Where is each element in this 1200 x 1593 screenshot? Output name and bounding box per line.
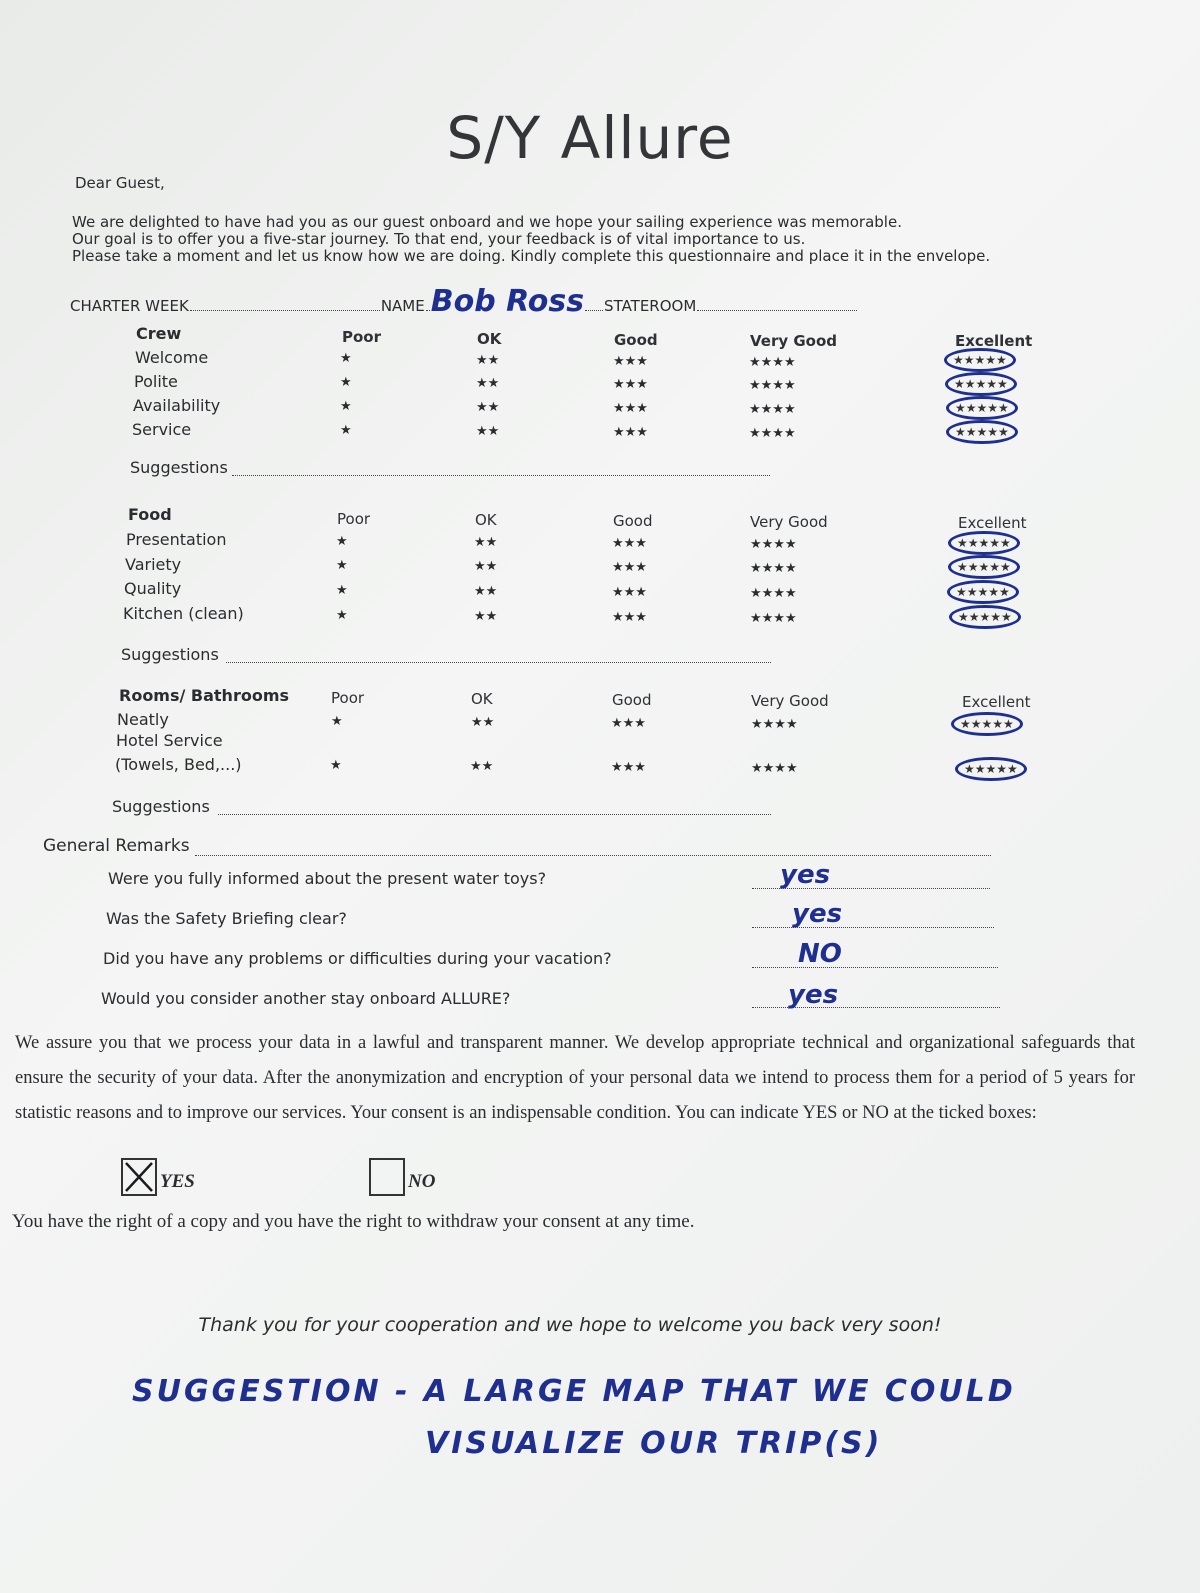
crew-item-service: Service (132, 420, 192, 439)
crew-suggestions-label: Suggestions (130, 458, 228, 477)
crew-item-welcome: Welcome (135, 348, 209, 367)
rating-ok[interactable]: ★★ (474, 584, 498, 599)
question-water-toys: Were you fully informed about the present water toys? (108, 869, 547, 888)
col-excellent: Excellent (962, 693, 1031, 711)
rooms-title: Rooms/ Bathrooms (119, 686, 290, 705)
rooms-item-neatly: Neatly (117, 710, 169, 729)
crew-item-polite: Polite (134, 372, 178, 391)
food-suggestions-label: Suggestions (121, 645, 219, 664)
consent-yes-label: YES (160, 1171, 195, 1192)
rating-good[interactable]: ★★★ (613, 354, 648, 369)
answer-line (752, 967, 998, 968)
rooms-suggestions-field[interactable] (218, 814, 771, 815)
rating-excellent-circled[interactable]: ★★★★★ (949, 605, 1021, 629)
food-item-variety: Variety (125, 555, 182, 574)
thank-you-note: Thank you for your cooperation and we hope to welcome you back very soon! (198, 1314, 942, 1336)
charter-week-label: CHARTER WEEK (70, 297, 189, 315)
food-item-kitchen: Kitchen (clean) (123, 604, 244, 623)
rating-excellent-circled[interactable]: ★★★★★ (945, 372, 1017, 396)
question-safety-briefing: Was the Safety Briefing clear? (106, 909, 347, 928)
rating-very-good[interactable]: ★★★★ (750, 561, 797, 576)
rating-good[interactable]: ★★★ (612, 610, 647, 625)
rating-excellent-circled[interactable]: ★★★★★ (948, 531, 1020, 555)
rating-excellent-circled[interactable]: ★★★★★ (946, 420, 1018, 444)
stateroom-field[interactable] (697, 310, 857, 311)
name-label: NAME (380, 297, 425, 315)
rating-very-good[interactable]: ★★★★ (749, 402, 796, 417)
col-ok: OK (477, 330, 502, 348)
consent-rights-text: You have the right of a copy and you have the right to withdraw your consent at any time. (12, 1211, 695, 1232)
rating-ok[interactable]: ★★ (476, 424, 500, 439)
rating-ok[interactable]: ★★ (474, 609, 498, 624)
rooms-suggestions-label: Suggestions (112, 797, 210, 816)
consent-no-checkbox[interactable] (369, 1158, 405, 1196)
col-good: Good (614, 331, 658, 349)
rating-very-good[interactable]: ★★★★ (750, 611, 797, 626)
rating-good[interactable]: ★★★ (613, 425, 648, 440)
rating-ok[interactable]: ★★ (474, 535, 498, 550)
rating-excellent-circled[interactable]: ★★★★★ (955, 757, 1027, 781)
consent-yes-checkbox[interactable] (121, 1158, 157, 1196)
rating-poor[interactable]: ★ (340, 375, 352, 390)
answer-safety-briefing[interactable]: yes (792, 899, 843, 929)
rating-ok[interactable]: ★★ (470, 759, 494, 774)
rating-poor[interactable]: ★ (330, 758, 342, 773)
food-suggestions-field[interactable] (226, 662, 771, 663)
rating-excellent-circled[interactable]: ★★★★★ (951, 712, 1023, 736)
general-remarks-field[interactable] (195, 855, 991, 856)
page-title: S/Y Allure (446, 104, 734, 172)
data-consent-paragraph: We assure you that we process your data in a lawful and transparent manner. We develop appropriate technical and organizational safeguards that ensure the security of your data. After the anonymization and encryption of your personal data we intend to process them for a period of 5 years for statistic reasons and to improve our services. Your consent is an indispensable condition. You can indicate YES or NO at the ticked boxes: (15, 1033, 1135, 1123)
col-very-good: Very Good (750, 332, 838, 350)
rating-poor[interactable]: ★ (336, 558, 348, 573)
rating-ok[interactable]: ★★ (476, 376, 500, 391)
crew-suggestions-field[interactable] (232, 475, 770, 476)
rating-very-good[interactable]: ★★★★ (749, 355, 796, 370)
rooms-item-towels-bed: (Towels, Bed,...) (115, 755, 242, 774)
crew-item-availability: Availability (133, 396, 221, 415)
rating-very-good[interactable]: ★★★★ (750, 537, 797, 552)
rating-ok[interactable]: ★★ (471, 715, 495, 730)
rating-poor[interactable]: ★ (331, 714, 343, 729)
rating-very-good[interactable]: ★★★★ (750, 586, 797, 601)
col-ok: OK (471, 690, 493, 708)
rating-very-good[interactable]: ★★★★ (749, 378, 796, 393)
general-remarks-label: General Remarks (43, 836, 190, 856)
rating-good[interactable]: ★★★ (611, 760, 646, 775)
rating-good[interactable]: ★★★ (611, 716, 646, 731)
rating-excellent-circled[interactable]: ★★★★★ (947, 580, 1019, 604)
question-another-stay: Would you consider another stay onboard ALLURE? (101, 989, 511, 1008)
rating-good[interactable]: ★★★ (612, 585, 647, 600)
rating-poor[interactable]: ★ (340, 423, 352, 438)
charter-week-field[interactable] (190, 310, 380, 311)
intro-line-2: Our goal is to offer you a five-star journey. To that end, your feedback is of vital importance to us. (72, 230, 806, 248)
intro-line-3: Please take a moment and let us know how we are doing. Kindly complete this questionnaire and place it in the envelope. (72, 247, 991, 265)
col-good: Good (612, 691, 652, 709)
col-poor: Poor (331, 689, 365, 707)
answer-another-stay[interactable]: yes (788, 980, 839, 1010)
col-good: Good (613, 512, 653, 530)
rating-excellent-circled[interactable]: ★★★★★ (948, 555, 1020, 579)
rating-poor[interactable]: ★ (336, 583, 348, 598)
answer-water-toys[interactable]: yes (780, 860, 831, 890)
col-excellent: Excellent (958, 514, 1027, 532)
rating-poor[interactable]: ★ (340, 399, 352, 414)
stateroom-label: STATEROOM (604, 297, 697, 315)
rating-very-good[interactable]: ★★★★ (751, 717, 798, 732)
food-item-presentation: Presentation (126, 530, 227, 549)
rating-very-good[interactable]: ★★★★ (749, 426, 796, 441)
rating-poor[interactable]: ★ (336, 534, 348, 549)
charter-info-row (70, 284, 858, 319)
consent-no-label: NO (408, 1171, 436, 1192)
greeting: Dear Guest, (75, 174, 165, 192)
answer-problems[interactable]: NO (798, 939, 842, 969)
rating-poor[interactable]: ★ (340, 351, 352, 366)
check-x-icon (123, 1160, 155, 1194)
rating-ok[interactable]: ★★ (476, 353, 500, 368)
handwritten-suggestion-line-2: VISUALIZE OUR TRIP(S) (425, 1426, 883, 1461)
food-item-quality: Quality (124, 579, 182, 598)
rooms-item-hotel-service: Hotel Service (116, 731, 223, 750)
name-value[interactable]: Bob Ross (430, 284, 585, 319)
food-title: Food (128, 505, 172, 524)
rating-good[interactable]: ★★★ (613, 377, 648, 392)
rating-ok[interactable]: ★★ (474, 559, 498, 574)
rating-very-good[interactable]: ★★★★ (751, 761, 798, 776)
rating-excellent-circled[interactable]: ★★★★★ (944, 348, 1016, 372)
rating-ok[interactable]: ★★ (476, 400, 500, 415)
col-very-good: Very Good (750, 513, 828, 531)
question-problems: Did you have any problems or difficulties during your vacation? (103, 949, 612, 968)
col-poor: Poor (337, 510, 371, 528)
rating-good[interactable]: ★★★ (612, 536, 647, 551)
rating-good[interactable]: ★★★ (613, 401, 648, 416)
intro-line-1: We are delighted to have had you as our guest onboard and we hope your sailing experience was memorable. (72, 213, 902, 231)
col-poor: Poor (342, 328, 382, 346)
rating-poor[interactable]: ★ (336, 608, 348, 623)
col-excellent: Excellent (955, 332, 1033, 350)
rating-good[interactable]: ★★★ (612, 560, 647, 575)
col-ok: OK (475, 511, 497, 529)
col-very-good: Very Good (751, 692, 829, 710)
answer-line (752, 927, 994, 928)
rating-excellent-circled[interactable]: ★★★★★ (946, 396, 1018, 420)
handwritten-suggestion-line-1: SUGGESTION - A LARGE MAP THAT WE COULD (132, 1374, 1016, 1409)
crew-title: Crew (136, 324, 182, 343)
